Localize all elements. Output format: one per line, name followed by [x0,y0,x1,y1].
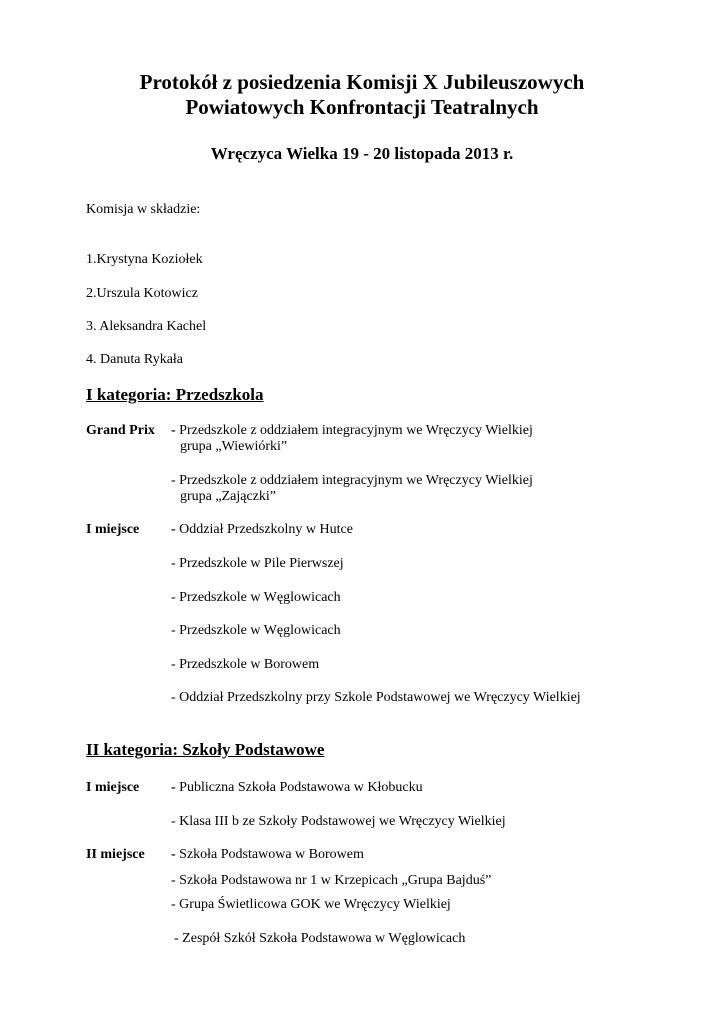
document-title-line-2: Powiatowych Konfrontacji Teatralnych [185,95,539,119]
award-label: I miejsce [86,780,140,795]
entry-dash: - [171,657,176,672]
place-and-date: Wręczyca Wielka 19 - 20 listopada 2013 r. [210,144,514,163]
entry-text: Przedszkole w Pile Pierwszej [175,556,344,571]
entry-dash: - [171,522,176,537]
award-entry [171,780,423,796]
award-entry [171,847,364,863]
award-entry [171,522,353,538]
entry-dash: - [171,847,176,862]
award-label: II miejsce [86,847,145,862]
entry-text: Oddział Przedszkolny przy Szkole Podstawowej we Wręczycy Wielkiej [175,690,581,705]
entry-text: Przedszkole z oddziałem integracyjnym we Wręczycy Wielkiej [175,423,533,438]
entry-group: grupa „Wiewiórki” [180,439,288,454]
committee-member: 2.Urszula Kotowicz [86,286,198,301]
award-label: Grand Prix [86,423,155,438]
committee-label: Komisja w składzie: [86,202,201,217]
award-entry [171,897,451,913]
entry-dash: - [171,623,176,638]
entry-dash: - [174,931,179,946]
award-entry [174,931,465,947]
award-entry [171,873,491,889]
committee-member: 1.Krystyna Koziołek [86,252,203,267]
entry-text: Szkoła Podstawowa w Borowem [175,847,364,862]
entry-text: Przedszkole w Węglowicach [175,623,341,638]
entry-text: Szkoła Podstawowa nr 1 w Krzepicach „Grupa Bajduś” [175,873,492,888]
entry-dash: - [171,780,176,795]
entry-text: Oddział Przedszkolny w Hutce [175,522,353,537]
entry-dash: - [171,423,176,438]
award-entry [171,423,533,439]
entry-dash: - [171,473,176,488]
entry-text: Klasa III b ze Szkoły Podstawowej we Wręczycy Wielkiej [175,814,506,829]
category-title: II kategoria: Szkoły Podstawowe [86,740,325,759]
entry-text: Grupa Świetlicowa GOK we Wręczycy Wielkiej [175,897,451,912]
entry-dash: - [171,897,176,912]
award-entry [171,623,341,639]
entry-text: Publiczna Szkoła Podstawowa w Kłobucku [175,780,423,795]
category-title: I kategoria: Przedszkola [86,385,264,404]
committee-member: 4. Danuta Rykała [86,352,184,367]
entry-text: Przedszkole w Borowem [175,657,320,672]
award-label: I miejsce [86,522,140,537]
award-entry [171,657,319,673]
award-entry [171,556,344,572]
entry-text: Przedszkole w Węglowicach [175,590,341,605]
award-entry [171,473,533,489]
entry-dash: - [171,814,176,829]
award-entry [171,814,506,830]
entry-text: Przedszkole z oddziałem integracyjnym we Wręczycy Wielkiej [175,473,533,488]
entry-text: Zespół Szkół Szkoła Podstawowa w Węglowicach [178,931,466,946]
entry-dash: - [171,590,176,605]
entry-dash: - [171,690,176,705]
document-title-line-1: Protokół z posiedzenia Komisji X Jubileuszowych [139,70,585,94]
award-entry [171,590,341,606]
entry-dash: - [171,873,176,888]
entry-dash: - [171,556,176,571]
entry-group: grupa „Zajączki” [180,489,276,504]
award-entry [171,690,581,706]
committee-member: 3. Aleksandra Kachel [86,319,207,334]
